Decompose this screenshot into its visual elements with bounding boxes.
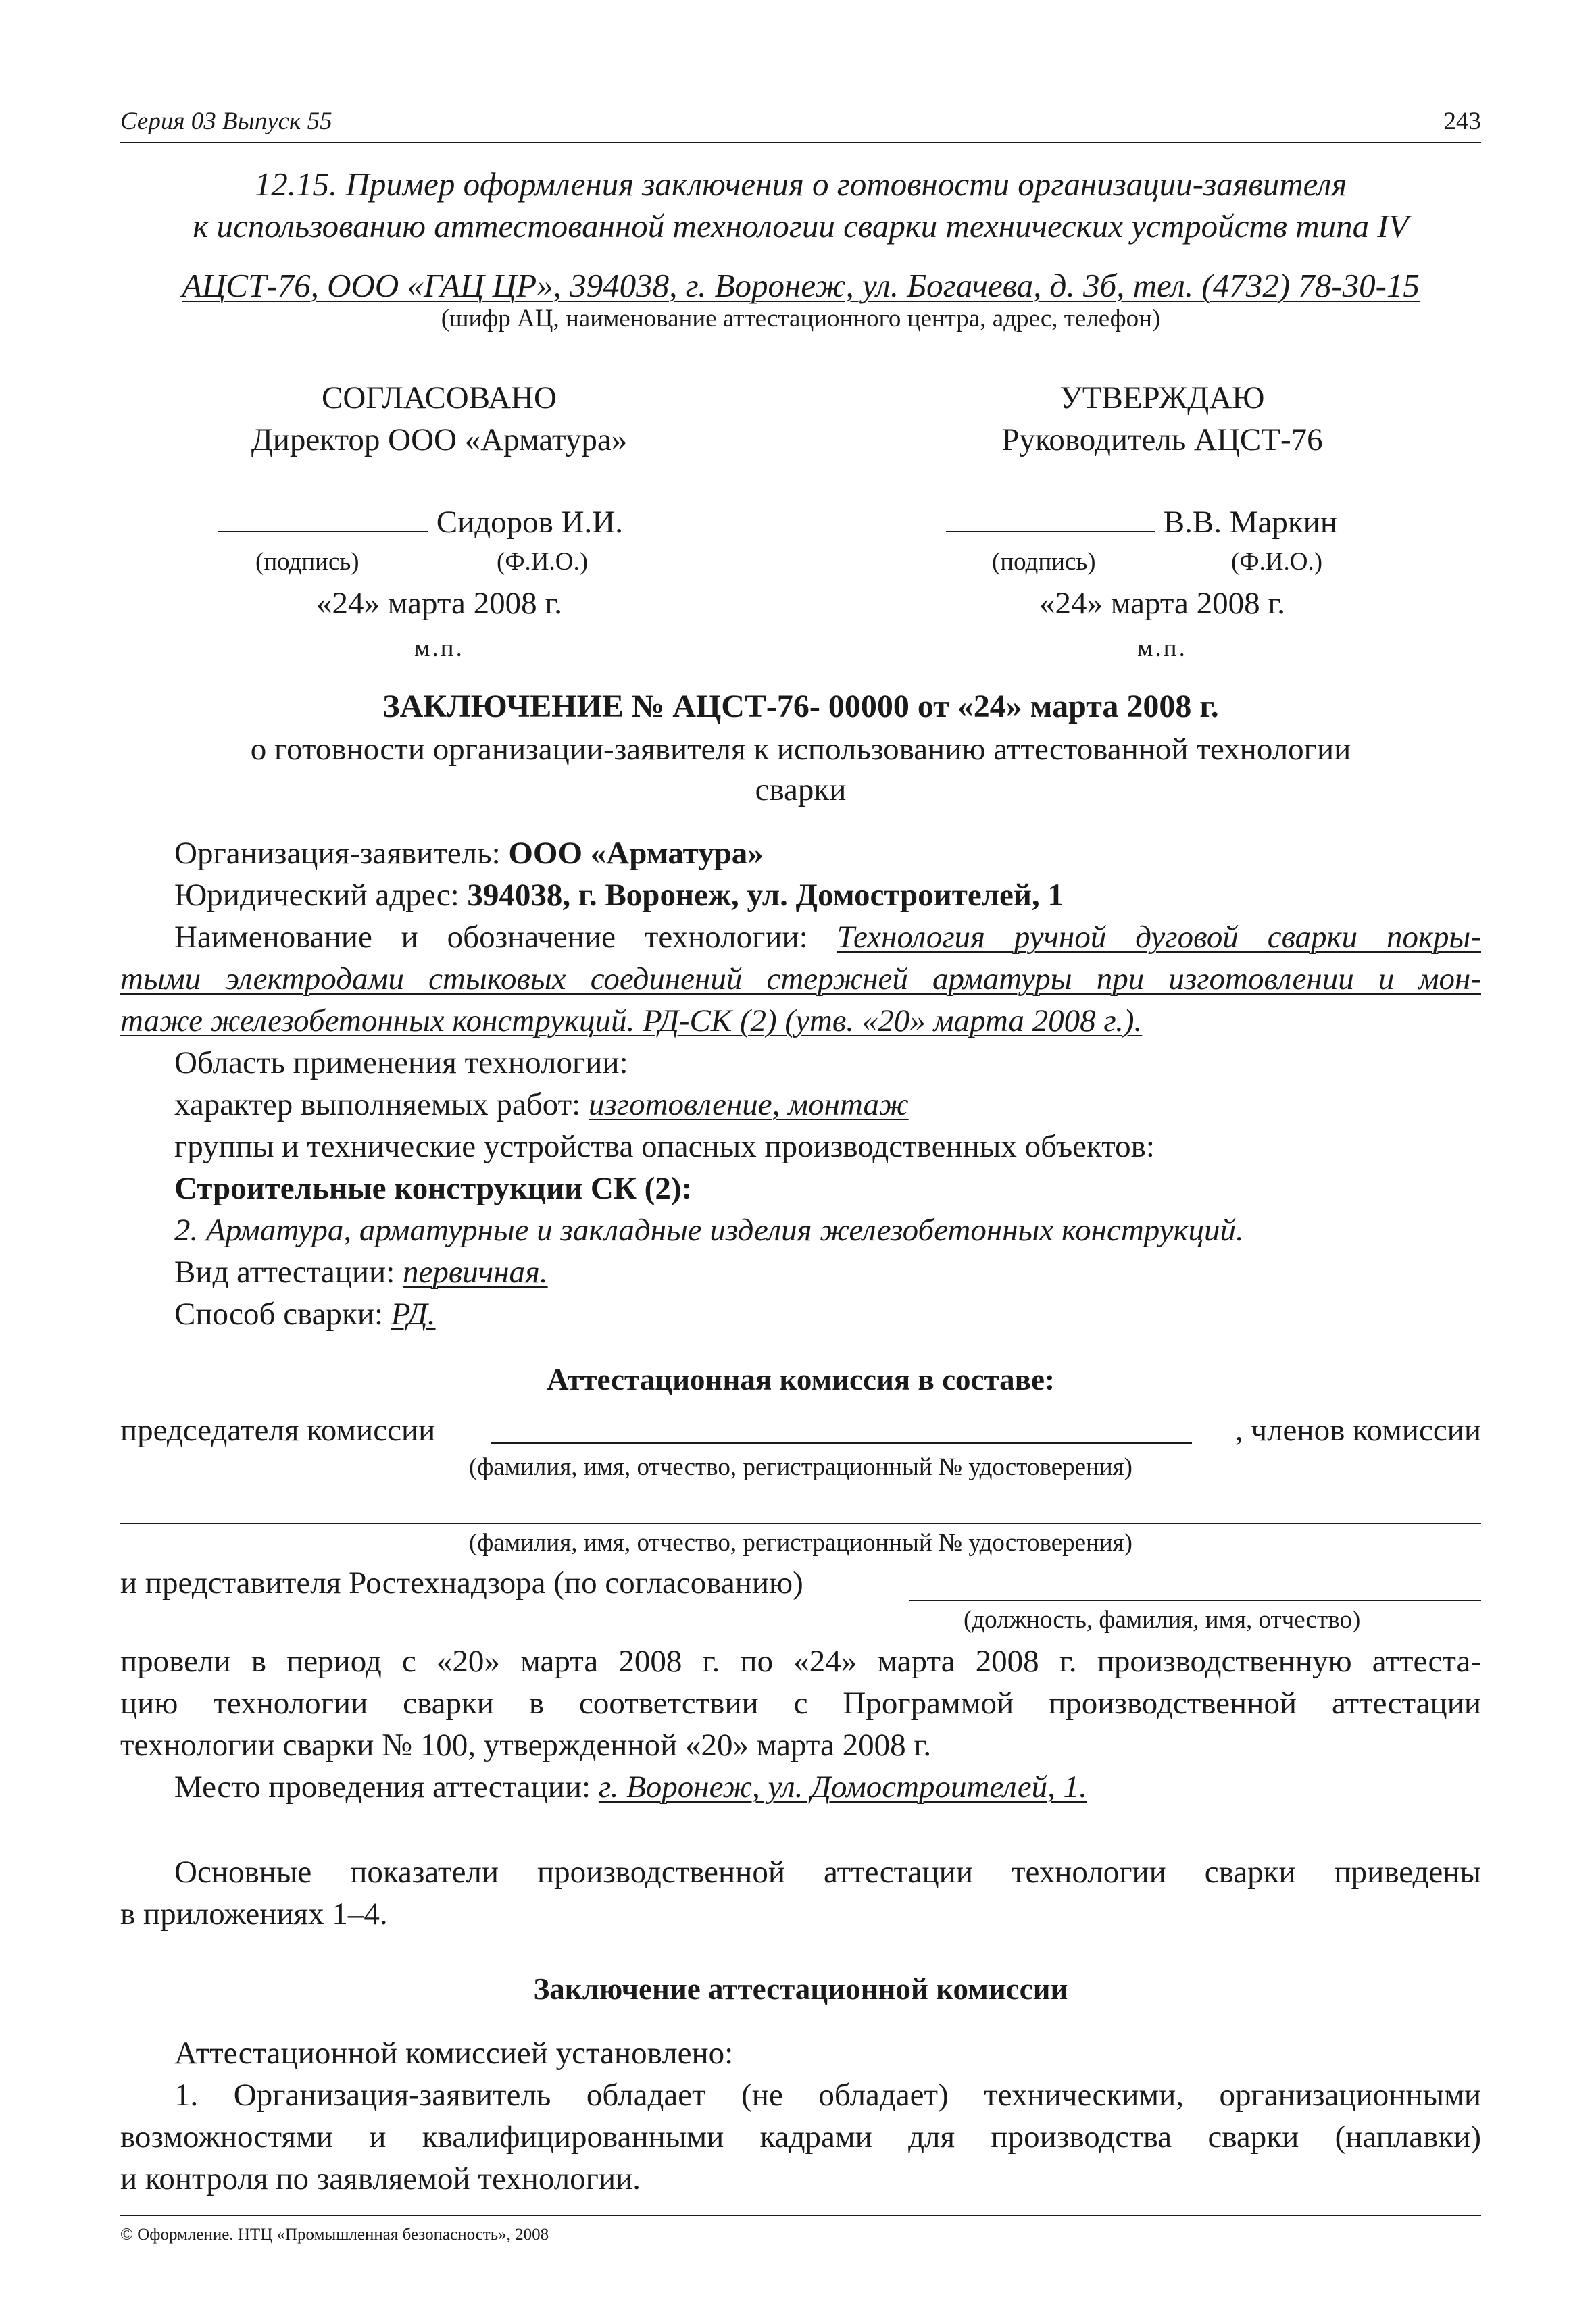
work-value: изготовление, монтаж [588,1087,909,1122]
agreed-signature-line [218,530,428,532]
agreed-date: «24» марта 2008 г. [316,586,563,621]
attest-type-label: Вид аттестации: [174,1255,403,1290]
approved-cap-name: (Ф.И.О.) [1231,548,1323,576]
address-row [174,877,1064,913]
approved-heading: УТВЕРЖДАЮ [1059,380,1265,416]
agreed-heading: СОГЛАСОВАНО [322,380,557,416]
approved-seal: м.п. [1137,634,1187,662]
rostekh-label: и представителя Ростехнадзора (по согласованию) [120,1565,803,1601]
final-item1-line3: и контроля по заявляемой технологии. [120,2161,641,2196]
approved-name: В.В. Маркин [1163,505,1337,540]
groups-item: 2. Арматура, арматурные и закладные изделия железобетонных конструкций. [174,1213,1244,1248]
center-info: АЦСТ-76, ООО «ГАЦ ЦР», 394038, г. Воронеж, ул. Богачева, д. 3б, тел. (4732) 78-30-15 [182,267,1420,304]
agreed-position: Директор ООО «Арматура» [251,422,628,457]
work-label: характер выполняемых работ: [174,1087,589,1122]
org-label: Организация-заявитель: [174,836,509,871]
tech-label: Наименование и обозначение технологии: [174,920,837,955]
org-row [174,835,764,872]
commission-heading: Аттестационная комиссия в составе: [547,1363,1055,1397]
footer-copyright: © Оформление. НТЦ «Промышленная безопасность», 2008 [120,2225,549,2244]
approved-signature-line [946,530,1155,532]
rostekh-line [909,1600,1481,1601]
work-row [174,1086,909,1123]
chair-caption: (фамилия, имя, отчество, регистрационный № удостоверения) [469,1453,1132,1481]
method-row [174,1296,436,1332]
agreed-signature [218,504,623,540]
final-item1-line1: 1. Организация-заявитель обладает (не обладает) техническими, организационными [174,2078,1481,2113]
indicators-line2: в приложениях 1–4. [120,1896,388,1932]
page-number: 243 [1443,107,1481,135]
series-label: Серия 03 Выпуск 55 [120,107,332,135]
scope-label: Область применения технологии: [174,1045,628,1080]
attest-type-row [174,1254,548,1290]
final-intro: Аттестационной комиссией установлено: [174,2036,734,2071]
tech-row-line1 [174,919,1481,955]
place-value: г. Воронеж, ул. Домостроителей, 1. [598,1769,1087,1805]
final-item1-line2: возможностями и квалифицированными кадрами для производства сварки (наплавки) [120,2119,1481,2155]
conclusion-heading: ЗАКЛЮЧЕНИЕ № АЦСТ-76- 00000 от «24» марта 2008 г. [382,688,1219,724]
members-caption: (фамилия, имя, отчество, регистрационный № удостоверения) [469,1529,1132,1557]
period-line1: провели в период с «20» марта 2008 г. по «24» марта 2008 г. производственную аттеста- [120,1644,1481,1679]
org-value: ООО «Арматура» [508,836,764,871]
agreed-name: Сидоров И.И. [436,505,623,540]
place-label: Место проведения аттестации: [174,1769,599,1805]
period-line2: цию технологии сварки в соответствии с Программой производственной аттестации [120,1686,1481,1721]
agreed-cap-signature: (подпись) [255,548,359,576]
header-rule [120,142,1481,143]
section-title-line1: 12.15. Пример оформления заключения о готовности организации-заявителя [254,166,1347,203]
conclusion-subtitle-line2: сварки [755,772,847,807]
tech-value-line1: Технология ручной дуговой сварки покры- [837,920,1481,955]
final-heading: Заключение аттестационной комиссии [533,1972,1068,2006]
approved-cap-signature: (подпись) [992,548,1096,576]
rostekh-caption: (должность, фамилия, имя, отчество) [964,1606,1361,1634]
indicators-line1: Основные показатели производственной аттестации технологии сварки приведены [174,1855,1481,1890]
method-label: Способ сварки: [174,1297,391,1332]
groups-label: группы и технические устройства опасных производственных объектов: [174,1129,1155,1164]
footer-rule [120,2215,1481,2216]
period-line3: технологии сварки № 100, утвержденной «20» марта 2008 г. [120,1728,932,1763]
groups-heading: Строительные конструкции СК (2): [174,1171,693,1206]
approved-signature [946,504,1337,540]
tech-value-line2: тыми электродами стыковых соединений стержней арматуры при изготовлении и мон- [120,961,1481,997]
place-row [174,1769,1087,1805]
center-info-caption: (шифр АЦ, наименование аттестационного центра, адрес, телефон) [441,305,1161,332]
section-title-line2: к использованию аттестованной технологии сварки технических устройств типа IV [193,207,1409,245]
chair-line [491,1442,1192,1444]
attest-type-value: первичная. [403,1255,548,1290]
approved-position: Руководитель АЦСТ-76 [1001,422,1323,457]
members-line [120,1523,1481,1524]
method-value: РД. [391,1297,436,1332]
agreed-seal: м.п. [414,634,464,662]
address-value: 394038, г. Воронеж, ул. Домостроителей, 1 [467,878,1064,913]
agreed-cap-name: (Ф.И.О.) [497,548,589,576]
conclusion-subtitle-line1: о готовности организации-заявителя к использованию аттестованной технологии [250,732,1351,767]
members-label: , членов комиссии [1235,1413,1481,1448]
address-label: Юридический адрес: [174,878,468,913]
chair-label: председателя комиссии [120,1413,436,1448]
approved-date: «24» марта 2008 г. [1039,586,1286,621]
tech-value-line3: таже железобетонных конструкций. РД-СК (2) (утв. «20» марта 2008 г.). [120,1003,1143,1038]
